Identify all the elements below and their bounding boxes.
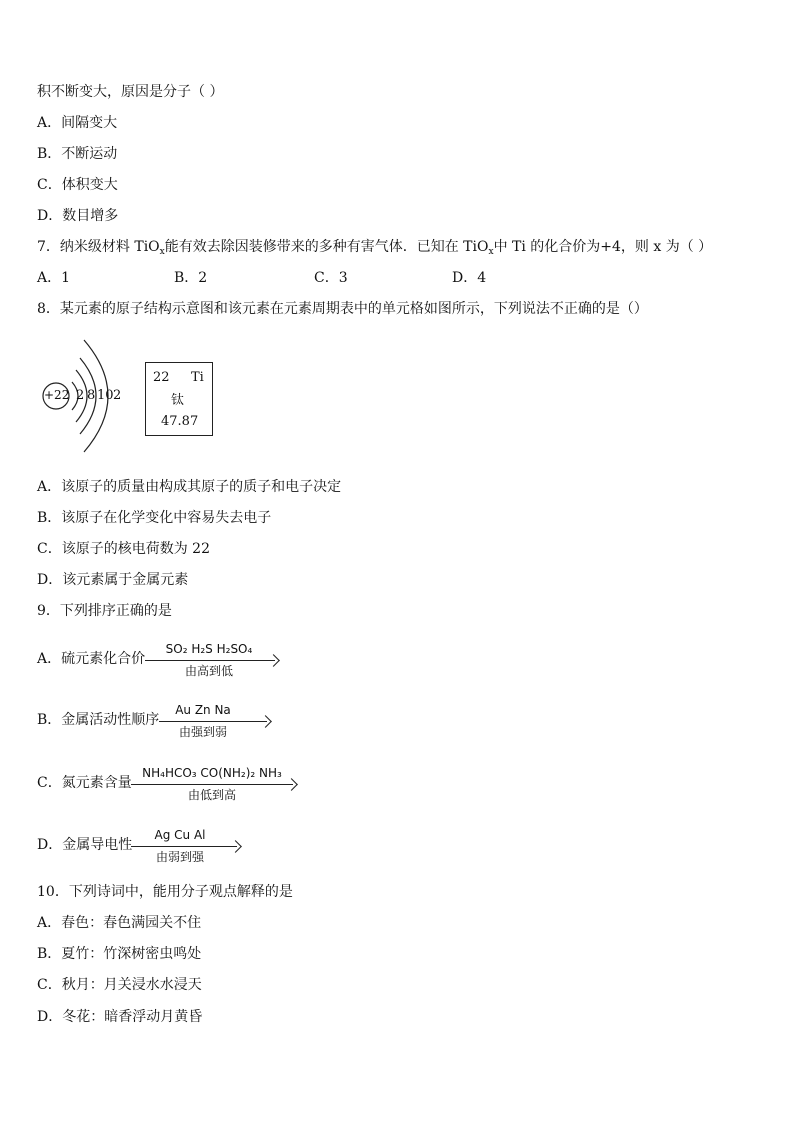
q6-option-b: B．不断运动 xyxy=(37,146,118,162)
q6-stem-tail: 积不断变大，原因是分子（ ） xyxy=(37,84,224,100)
nucleus-charge: +22 xyxy=(44,388,70,402)
q9-option-b-arrow xyxy=(159,703,271,743)
q10-option-a: A．春色：春色满园关不住 xyxy=(37,915,202,931)
q9-option-d-label: D．金属导电性 xyxy=(37,837,133,853)
q7-stem-part-c: 中 Ti 的化合价为+4，则 x 为（ ） xyxy=(493,239,713,255)
q9-option-c-label: C．氮元素含量 xyxy=(37,775,132,791)
q9-option-c-top: NH₄HCO₃ CO(NH₂)₂ NH₃ xyxy=(142,766,282,780)
q7-option-b: B．2 xyxy=(174,270,208,286)
q9-option-a-arrow xyxy=(145,642,279,682)
arrow-head-icon xyxy=(229,840,242,853)
atomic-number: 22 xyxy=(153,370,170,385)
q6-option-c: C．体积变大 xyxy=(37,177,118,193)
q7-subscript-x: x xyxy=(159,247,165,257)
q6-option-a: A．间隔变大 xyxy=(37,115,118,131)
q8-option-a: A．该原子的质量由构成其原子的质子和电子决定 xyxy=(37,479,342,495)
arrow-line xyxy=(145,660,275,661)
shell-electrons-2: 8 xyxy=(87,388,96,403)
shell-electrons-1: 2 xyxy=(76,388,85,403)
atomic-mass: 47.87 xyxy=(161,414,199,429)
q9-option-b-top: Au Zn Na xyxy=(175,703,231,717)
q9-option-b-bottom: 由强到弱 xyxy=(178,725,227,739)
q8-option-b: B．该原子在化学变化中容易失去电子 xyxy=(37,510,272,526)
q9-option-a-bottom: 由高到低 xyxy=(184,664,233,678)
q7-stem xyxy=(37,238,712,261)
q9-option-a-top: SO₂ H₂S H₂SO₄ xyxy=(165,642,253,656)
q7-option-c: C．3 xyxy=(314,270,348,286)
q7-option-a: A．1 xyxy=(37,270,71,286)
q9-option-b-label: B．金属活动性顺序 xyxy=(37,712,160,728)
element-symbol: Ti xyxy=(191,370,204,385)
q9-option-d-top: Ag Cu Al xyxy=(154,828,206,842)
q10-option-c: C．秋月：月关浸水水浸天 xyxy=(37,977,202,993)
q7-stem-part-a: 7．纳米级材料 TiO xyxy=(37,239,160,255)
q9-option-d-bottom: 由弱到强 xyxy=(155,850,204,864)
element-name: 钛 xyxy=(171,393,185,408)
shell-electrons-4: 2 xyxy=(113,388,122,403)
q9-option-d-arrow xyxy=(131,828,241,868)
periodic-table-cell xyxy=(145,362,213,436)
q9-stem: 9．下列排序正确的是 xyxy=(37,603,172,619)
q6-option-d: D．数目增多 xyxy=(37,208,119,224)
q8-stem: 8．某元素的原子结构示意图和该元素在元素周期表中的单元格如图所示，下列说法不正确的是（） xyxy=(37,301,648,317)
arrow-line xyxy=(131,784,293,785)
arrow-line xyxy=(159,721,267,722)
q9-option-c-bottom: 由低到高 xyxy=(187,788,236,802)
arrow-head-icon xyxy=(259,715,272,728)
q7-subscript-x-2: x xyxy=(488,247,494,257)
q10-stem: 10．下列诗词中，能用分子观点解释的是 xyxy=(37,884,293,900)
q10-option-d: D．冬花：暗香浮动月黄昏 xyxy=(37,1009,203,1025)
shell-electrons-3: 10 xyxy=(97,388,114,403)
q9-option-c-arrow xyxy=(131,766,297,806)
arrow-line xyxy=(131,846,237,847)
q8-option-d: D．该元素属于金属元素 xyxy=(37,572,189,588)
q9-option-a-label: A．硫元素化合价 xyxy=(37,651,146,667)
q10-option-b: B．夏竹：竹深树密虫鸣处 xyxy=(37,946,202,962)
q7-stem-part-b: 能有效去除因装修带来的多种有害气体．已知在 TiO xyxy=(164,239,489,255)
q8-option-c: C．该原子的核电荷数为 22 xyxy=(37,541,210,557)
q7-option-d: D．4 xyxy=(452,270,487,286)
